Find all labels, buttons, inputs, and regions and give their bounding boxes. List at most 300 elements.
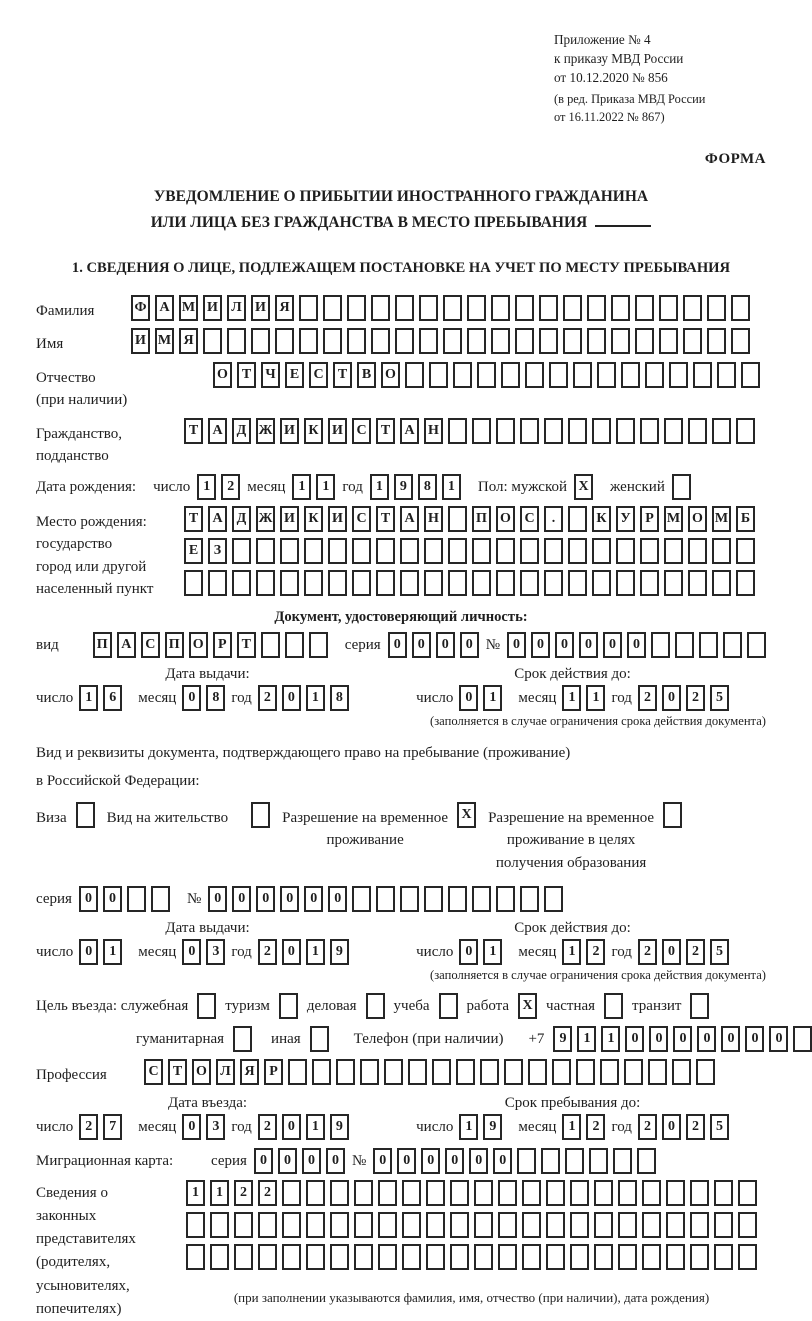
purpose-private-checkbox <box>604 993 623 1019</box>
char-cell: 9 <box>330 939 349 965</box>
char-cell <box>280 538 299 564</box>
char-cell: Н <box>424 418 443 444</box>
series-label: серия <box>211 1152 247 1169</box>
char-cell <box>450 1180 469 1206</box>
sex-female-checkbox <box>672 474 691 500</box>
char-cell: П <box>93 632 112 658</box>
char-cell: 0 <box>469 1148 488 1174</box>
char-cell: П <box>165 632 184 658</box>
profession-boxes <box>144 1059 715 1085</box>
char-cell <box>330 1212 349 1238</box>
birth-year-boxes <box>370 474 461 500</box>
patronymic-boxes <box>213 362 760 388</box>
char-cell <box>592 418 611 444</box>
citizenship-label: Гражданство, подданство <box>36 425 123 465</box>
char-cell: О <box>496 506 515 532</box>
section1-heading: 1. СВЕДЕНИЯ О ЛИЦЕ, ПОДЛЕЖАЩЕМ ПОСТАНОВКЕ НА УЧЕТ ПО МЕСТУ ПРЕБЫВАНИЯ <box>71 259 731 276</box>
char-cell <box>520 886 539 912</box>
char-cell <box>645 362 664 388</box>
char-cell: З <box>208 538 227 564</box>
char-cell <box>611 295 630 321</box>
birthplace-box-rows <box>184 506 755 596</box>
char-cell: 0 <box>254 1148 273 1174</box>
residence-valid-year-boxes <box>638 939 729 965</box>
name-row <box>36 328 766 356</box>
char-cell <box>328 570 347 596</box>
entry-date-col <box>36 1095 379 1140</box>
char-cell: А <box>117 632 136 658</box>
char-cell: 2 <box>586 939 605 965</box>
char-cell: Я <box>179 328 198 354</box>
char-cell: С <box>520 506 539 532</box>
char-cell <box>491 328 510 354</box>
char-cell <box>651 632 670 658</box>
char-cell <box>747 632 766 658</box>
char-cell: 1 <box>562 1114 581 1140</box>
char-cell <box>232 570 251 596</box>
identity-valid-col <box>379 666 766 711</box>
char-cell <box>448 506 467 532</box>
entry-day-boxes <box>79 1114 122 1140</box>
char-cell: 9 <box>394 474 413 500</box>
year-label: год <box>231 1118 252 1135</box>
char-cell: 0 <box>388 632 407 658</box>
residence-valid-col <box>379 920 766 965</box>
day-label: число <box>36 944 74 961</box>
char-cell <box>429 362 448 388</box>
profession-label: Профессия <box>36 1067 107 1084</box>
residence-permit-option <box>107 802 270 830</box>
char-cell <box>546 1244 565 1270</box>
char-cell: 0 <box>625 1026 644 1052</box>
char-cell: 2 <box>638 939 657 965</box>
char-cell <box>376 570 395 596</box>
char-cell <box>688 418 707 444</box>
char-cell <box>496 538 515 564</box>
valid-until-heading: Срок действия до: <box>514 920 631 937</box>
char-cell: Д <box>232 418 251 444</box>
char-cell: 0 <box>397 1148 416 1174</box>
char-cell: 3 <box>206 1114 225 1140</box>
char-cell: 0 <box>697 1026 716 1052</box>
char-cell: 5 <box>710 939 729 965</box>
series-label: серия <box>36 891 72 908</box>
identity-valid-month-boxes <box>562 685 605 711</box>
char-cell <box>285 632 304 658</box>
char-cell <box>279 993 298 1019</box>
citizenship-row <box>36 418 766 468</box>
char-cell: 2 <box>686 685 705 711</box>
identity-valid-year-boxes <box>638 685 729 711</box>
char-cell <box>467 295 486 321</box>
char-cell <box>672 474 691 500</box>
identity-issue-year-boxes <box>258 685 349 711</box>
char-cell <box>587 328 606 354</box>
char-cell <box>472 570 491 596</box>
char-cell: И <box>131 328 150 354</box>
identity-valid-day-boxes <box>459 685 502 711</box>
representatives-label: Сведения о законных представителях (родителях, усыновителях, попечителях) <box>36 1184 136 1317</box>
char-cell: 0 <box>745 1026 764 1052</box>
char-cell: 2 <box>638 685 657 711</box>
char-cell: 0 <box>282 1114 301 1140</box>
char-cell: Л <box>216 1059 235 1085</box>
doc-series-boxes <box>388 632 479 658</box>
char-cell <box>517 1148 536 1174</box>
char-cell: 2 <box>234 1180 253 1206</box>
char-cell: 1 <box>306 1114 325 1140</box>
char-cell <box>354 1180 373 1206</box>
char-cell <box>378 1212 397 1238</box>
char-cell <box>496 886 515 912</box>
char-cell: О <box>688 506 707 532</box>
issue-date-heading: Дата выдачи: <box>165 665 250 682</box>
citizenship-boxes <box>184 418 755 444</box>
char-cell <box>426 1244 445 1270</box>
char-cell <box>576 1059 595 1085</box>
char-cell: А <box>208 418 227 444</box>
char-cell <box>672 1059 691 1085</box>
char-cell <box>592 538 611 564</box>
char-cell <box>736 538 755 564</box>
patronymic-row <box>36 362 766 412</box>
appendix-line: от 10.12.2020 № 856 <box>554 70 668 86</box>
appendix-line: Приложение № 4 <box>554 32 651 47</box>
char-cell <box>520 570 539 596</box>
char-cell <box>699 632 718 658</box>
char-cell <box>793 1026 812 1052</box>
char-cell <box>496 418 515 444</box>
char-cell <box>642 1180 661 1206</box>
char-cell <box>666 1180 685 1206</box>
day-label: число <box>416 1118 454 1135</box>
char-cell <box>151 886 170 912</box>
birth-month-boxes <box>292 474 335 500</box>
char-cell <box>127 886 146 912</box>
char-cell <box>354 1212 373 1238</box>
birthplace-block <box>36 506 766 601</box>
year-label: год <box>231 689 252 706</box>
char-cell: С <box>144 1059 163 1085</box>
char-cell: 0 <box>232 886 251 912</box>
char-cell: 0 <box>459 939 478 965</box>
char-cell: С <box>352 506 371 532</box>
char-cell <box>738 1180 757 1206</box>
char-cell: 0 <box>493 1148 512 1174</box>
char-cell <box>474 1212 493 1238</box>
char-cell: 1 <box>186 1180 205 1206</box>
char-cell: 1 <box>370 474 389 500</box>
char-cell: К <box>304 418 323 444</box>
char-cell <box>539 328 558 354</box>
char-cell <box>384 1059 403 1085</box>
purpose-tourism-label: туризм <box>225 998 270 1015</box>
char-cell: В <box>357 362 376 388</box>
doc-number-boxes <box>507 632 766 658</box>
char-cell <box>472 886 491 912</box>
char-cell <box>491 295 510 321</box>
char-cell <box>306 1180 325 1206</box>
char-cell <box>690 1180 709 1206</box>
char-cell: М <box>712 506 731 532</box>
identity-issue-day-boxes <box>79 685 122 711</box>
char-cell: 0 <box>555 632 574 658</box>
char-cell <box>522 1244 541 1270</box>
representatives-row3-boxes <box>186 1244 757 1270</box>
char-cell <box>330 1244 349 1270</box>
char-cell: 2 <box>686 939 705 965</box>
char-cell <box>378 1180 397 1206</box>
month-label: месяц <box>247 478 286 495</box>
char-cell: Ж <box>256 506 275 532</box>
char-cell: И <box>251 295 270 321</box>
char-cell <box>424 538 443 564</box>
char-cell <box>616 570 635 596</box>
char-cell <box>472 538 491 564</box>
char-cell: 1 <box>586 685 605 711</box>
char-cell <box>637 1148 656 1174</box>
char-cell: И <box>328 506 347 532</box>
doc-type-boxes <box>93 632 328 658</box>
purpose-humanitarian-checkbox <box>233 1026 252 1052</box>
migration-card-label: Миграционная карта: <box>36 1152 174 1169</box>
char-cell: Р <box>213 632 232 658</box>
char-cell: 1 <box>210 1180 229 1206</box>
char-cell <box>549 362 568 388</box>
char-cell <box>453 362 472 388</box>
char-cell <box>186 1212 205 1238</box>
char-cell: И <box>203 295 222 321</box>
char-cell: И <box>280 418 299 444</box>
migration-card-row <box>36 1148 766 1174</box>
char-cell <box>347 328 366 354</box>
char-cell <box>306 1244 325 1270</box>
char-cell <box>282 1244 301 1270</box>
number-label: № <box>186 891 202 908</box>
char-cell: К <box>304 506 323 532</box>
char-cell <box>400 570 419 596</box>
year-label: год <box>611 1118 632 1135</box>
identity-doc-row <box>36 632 766 658</box>
stay-until-heading: Срок пребывания до: <box>504 1094 641 1111</box>
residence-permit-checkbox <box>251 802 270 828</box>
char-cell <box>378 1244 397 1270</box>
representatives-row1-boxes <box>186 1180 757 1206</box>
visa-option <box>36 802 95 830</box>
residence-doc-series-row <box>36 886 766 912</box>
char-cell <box>659 328 678 354</box>
form-label: ФОРМА <box>704 151 766 168</box>
char-cell <box>424 886 443 912</box>
char-cell <box>203 328 222 354</box>
purpose-other-label: иная <box>271 1031 301 1048</box>
representatives-note: (при заполнении указываются фамилия, имя, отчество (при наличии), дата рождения) <box>233 1289 710 1305</box>
char-cell <box>568 538 587 564</box>
representatives-row2-boxes <box>186 1212 757 1238</box>
char-cell: М <box>664 506 683 532</box>
sex-male-checkbox <box>574 474 593 500</box>
identity-issue-col <box>36 666 379 711</box>
char-cell: 5 <box>710 1114 729 1140</box>
residence-issue-year-boxes <box>258 939 349 965</box>
char-cell: Т <box>376 506 395 532</box>
char-cell <box>186 1244 205 1270</box>
char-cell <box>712 538 731 564</box>
char-cell <box>736 418 755 444</box>
char-cell <box>330 1180 349 1206</box>
char-cell: 9 <box>553 1026 572 1052</box>
char-cell: Я <box>240 1059 259 1085</box>
char-cell <box>328 538 347 564</box>
char-cell <box>304 538 323 564</box>
char-cell <box>439 993 458 1019</box>
char-cell: 0 <box>421 1148 440 1174</box>
revision-line: от 16.11.2022 № 867) <box>554 110 665 125</box>
char-cell <box>544 538 563 564</box>
char-cell: 0 <box>436 632 455 658</box>
char-cell <box>635 328 654 354</box>
char-cell: Е <box>285 362 304 388</box>
char-cell <box>714 1180 733 1206</box>
char-cell: Р <box>640 506 659 532</box>
char-cell <box>258 1244 277 1270</box>
char-cell <box>304 570 323 596</box>
char-cell <box>448 886 467 912</box>
char-cell <box>261 632 280 658</box>
char-cell <box>690 993 709 1019</box>
stay-day-boxes <box>459 1114 502 1140</box>
char-cell: Т <box>376 418 395 444</box>
char-cell <box>288 1059 307 1085</box>
entry-month-boxes <box>182 1114 225 1140</box>
char-cell <box>256 538 275 564</box>
char-cell <box>424 570 443 596</box>
day-label: число <box>416 689 454 706</box>
char-cell: 1 <box>306 685 325 711</box>
char-cell: 9 <box>330 1114 349 1140</box>
char-cell <box>233 1026 252 1052</box>
char-cell <box>426 1180 445 1206</box>
char-cell <box>642 1212 661 1238</box>
char-cell: 6 <box>103 685 122 711</box>
identity-issue-month-boxes <box>182 685 225 711</box>
char-cell: Т <box>184 506 203 532</box>
char-cell: 0 <box>282 685 301 711</box>
purpose-work-label: работа <box>466 998 510 1015</box>
char-cell: Ч <box>261 362 280 388</box>
char-cell <box>184 570 203 596</box>
char-cell: 0 <box>459 685 478 711</box>
char-cell: 8 <box>206 685 225 711</box>
birthplace-label: Место рождения: государство город или другой населенный пункт <box>36 513 154 598</box>
char-cell <box>573 362 592 388</box>
char-cell <box>448 570 467 596</box>
char-cell: 0 <box>412 632 431 658</box>
edu-permit-option <box>488 802 682 875</box>
birthplace-row3-boxes <box>184 570 755 596</box>
char-cell: 0 <box>103 886 122 912</box>
char-cell: К <box>592 506 611 532</box>
char-cell <box>366 993 385 1019</box>
char-cell: 0 <box>531 632 550 658</box>
appendix-line: к приказу МВД России <box>554 51 684 67</box>
char-cell: 1 <box>442 474 461 500</box>
char-cell <box>666 1212 685 1238</box>
char-cell <box>663 802 682 828</box>
form-title <box>36 184 766 235</box>
char-cell <box>448 418 467 444</box>
char-cell: 1 <box>316 474 335 500</box>
char-cell <box>432 1059 451 1085</box>
char-cell <box>570 1180 589 1206</box>
char-cell <box>741 362 760 388</box>
char-cell: 8 <box>418 474 437 500</box>
char-cell <box>402 1244 421 1270</box>
char-cell: 7 <box>103 1114 122 1140</box>
char-cell: 0 <box>662 685 681 711</box>
temp-permit-option <box>282 802 476 852</box>
char-cell <box>664 538 683 564</box>
char-cell <box>618 1212 637 1238</box>
char-cell <box>648 1059 667 1085</box>
stay-year-boxes <box>638 1114 729 1140</box>
char-cell <box>600 1059 619 1085</box>
char-cell <box>570 1212 589 1238</box>
char-cell: 2 <box>258 685 277 711</box>
char-cell <box>642 1244 661 1270</box>
migration-number-boxes <box>373 1148 656 1174</box>
char-cell <box>275 328 294 354</box>
purpose-private-label: частная <box>546 998 596 1015</box>
purpose-transit-checkbox <box>690 993 709 1019</box>
day-label: число <box>36 1118 74 1135</box>
char-cell <box>690 1244 709 1270</box>
char-cell <box>309 632 328 658</box>
char-cell <box>696 1059 715 1085</box>
char-cell <box>522 1212 541 1238</box>
char-cell <box>712 418 731 444</box>
char-cell <box>520 418 539 444</box>
char-cell: 1 <box>103 939 122 965</box>
year-label: год <box>342 478 363 495</box>
char-cell <box>723 632 742 658</box>
char-cell: П <box>472 506 491 532</box>
char-cell <box>640 418 659 444</box>
char-cell: 0 <box>182 939 201 965</box>
char-cell <box>621 362 640 388</box>
char-cell <box>299 328 318 354</box>
char-cell <box>352 570 371 596</box>
char-cell <box>371 328 390 354</box>
char-cell <box>474 1180 493 1206</box>
restriction-note: (заполняется в случае ограничения срока действия документа) <box>430 968 766 983</box>
year-label: год <box>611 944 632 961</box>
char-cell <box>683 295 702 321</box>
phone-label: Телефон (при наличии) <box>353 1031 504 1048</box>
char-cell <box>717 362 736 388</box>
entry-date-heading: Дата въезда: <box>168 1094 248 1111</box>
month-label: месяц <box>138 689 177 706</box>
char-cell <box>323 295 342 321</box>
char-cell: 0 <box>769 1026 788 1052</box>
char-cell: 1 <box>79 685 98 711</box>
year-label: год <box>231 944 252 961</box>
char-cell <box>515 328 534 354</box>
char-cell <box>616 538 635 564</box>
name-boxes <box>131 328 750 354</box>
identity-doc-dates <box>36 666 766 711</box>
char-cell <box>640 538 659 564</box>
